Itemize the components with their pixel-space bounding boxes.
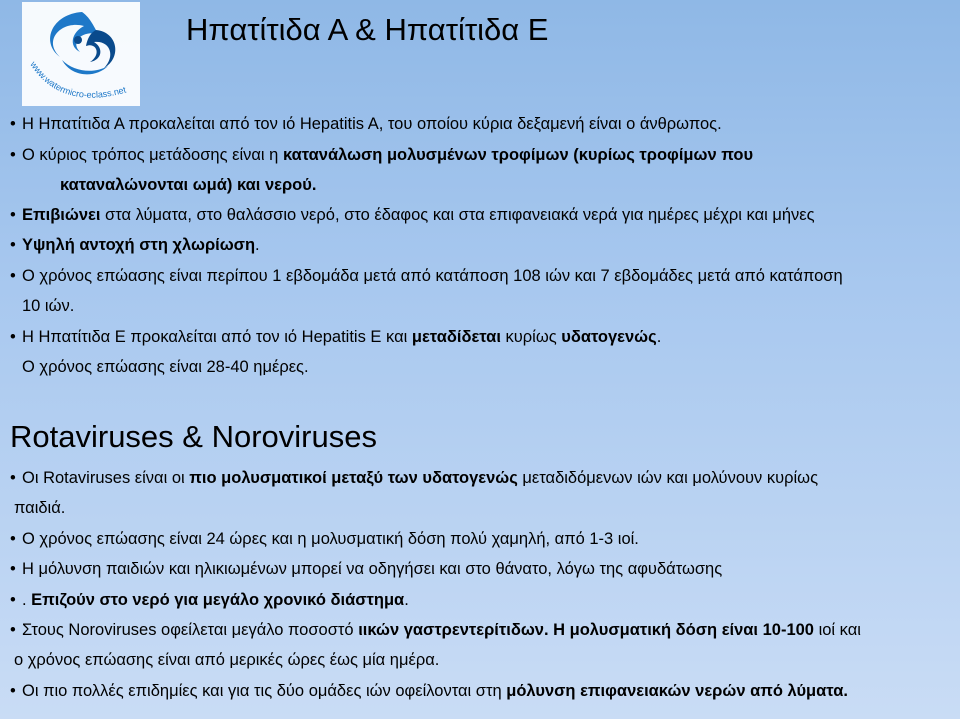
bullet-dot: • (10, 560, 16, 578)
bold-text: μεταδίδεται (411, 328, 501, 346)
text: Ο χρόνος επώασης είναι 28-40 ημέρες. (22, 358, 309, 376)
bullet-dot: • (10, 236, 16, 254)
bullet-dot: • (10, 682, 16, 700)
bullet-item (10, 559, 722, 579)
section-title-rotaviruses: Rotaviruses & Noroviruses (10, 419, 377, 454)
bullet-dot: • (10, 591, 16, 609)
watermicro-logo-icon (22, 2, 140, 106)
text: μεταδιδόμενων ιών και μολύνουν κυρίως (517, 469, 819, 487)
text: . (656, 328, 662, 346)
bullet-dot: • (10, 530, 16, 548)
text: 10 ιών. (22, 297, 75, 315)
bullet-item (10, 205, 815, 225)
bullet-item (10, 235, 260, 255)
bullet-dot: • (10, 621, 16, 639)
bold-text: πιο μολυσματικοί μεταξύ των υδατογενώς (189, 469, 518, 487)
bullet-item (10, 620, 861, 640)
bullet-dot: • (10, 469, 16, 487)
text: Η Ηπατίτιδα Ε προκαλείται από τον ιό Hepatitis E και (22, 328, 412, 346)
bold-text: μόλυνση επιφανειακών νερών από λύματα. (506, 682, 848, 700)
bullet-dot: • (10, 115, 16, 133)
text: Στους Noroviruses οφείλεται μεγάλο ποσοστό (22, 621, 359, 639)
bullet-dot: • (10, 328, 16, 346)
text: Οι πιο πολλές επιδημίες και για τις δύο ομάδες ιών οφείλονται στη (22, 682, 507, 700)
text: Οι Rotaviruses είναι οι (22, 469, 190, 487)
bullet-continuation (10, 357, 309, 377)
bullet-item (10, 681, 848, 701)
bullet-continuation (10, 650, 439, 670)
bullet-continuation (10, 296, 74, 316)
text: ο χρόνος επώασης είναι από μερικές ώρες έως μία ημέρα. (14, 651, 440, 669)
bullet-item (10, 529, 639, 549)
text: Ο χρόνος επώασης είναι 24 ώρες και η μολυσματική δόση πολύ χαμηλή, από 1-3 ιοί. (22, 530, 639, 548)
text: Ο κύριος τρόπος μετάδοσης είναι η (22, 146, 283, 164)
bold-text: Επιβιώνει (22, 206, 101, 224)
logo (22, 2, 140, 106)
logo-arc-text: www.watermicro-eclass.net (28, 59, 128, 100)
bold-text: Υψηλή αντοχή στη χλωρίωση (22, 236, 256, 254)
bold-text: κατανάλωση μολυσμένων τροφίμων (κυρίως τροφίμων που (282, 146, 754, 164)
bold-text: καταναλώνονται ωμά) και νερού. (60, 176, 317, 194)
section-title-hepatitis: Ηπατίτιδα Α & Ηπατίτιδα Ε (186, 12, 549, 47)
text: Ο χρόνος επώασης είναι περίπου 1 εβδομάδα μετά από κατάποση 108 ιών και 7 εβδομάδες μετά από κατάποση (22, 267, 843, 285)
text: παιδιά. (14, 499, 66, 517)
bullet-item (10, 468, 818, 488)
text: ιοί και (813, 621, 861, 639)
bold-text: ιικών γαστρεντερίτιδων. Η μολυσματική δόση είναι 10-100 (358, 621, 814, 639)
text: . (22, 591, 32, 609)
text: . (404, 591, 409, 609)
bullet-item (10, 114, 722, 134)
text: στα λύματα, στο θαλάσσιο νερό, στο έδαφος και στα επιφανειακά νερά για ημέρες μέχρι και μήνες (100, 206, 815, 224)
text: . (255, 236, 260, 254)
bullet-continuation (10, 498, 65, 518)
bold-text: υδατογενώς (561, 328, 657, 346)
text: κυρίως (500, 328, 562, 346)
bullet-continuation (10, 175, 316, 195)
bullet-dot: • (10, 206, 16, 224)
bullet-item (10, 266, 843, 286)
bold-text: Επιζούν στο νερό για μεγάλο χρονικό διάστημα (31, 591, 405, 609)
bullet-item (10, 145, 753, 165)
text: Η μόλυνση παιδιών και ηλικιωμένων μπορεί να οδηγήσει και στο θάνατο, λόγω της αφυδάτωσης (22, 560, 723, 578)
text: Η Ηπατίτιδα Α προκαλείται από τον ιό Hepatitis A, του οποίου κύρια δεξαμενή είναι ο άνθρωπος. (22, 115, 722, 133)
bullet-item (10, 590, 409, 610)
bullet-item (10, 327, 661, 347)
bullet-dot: • (10, 146, 16, 164)
bullet-dot: • (10, 267, 16, 285)
